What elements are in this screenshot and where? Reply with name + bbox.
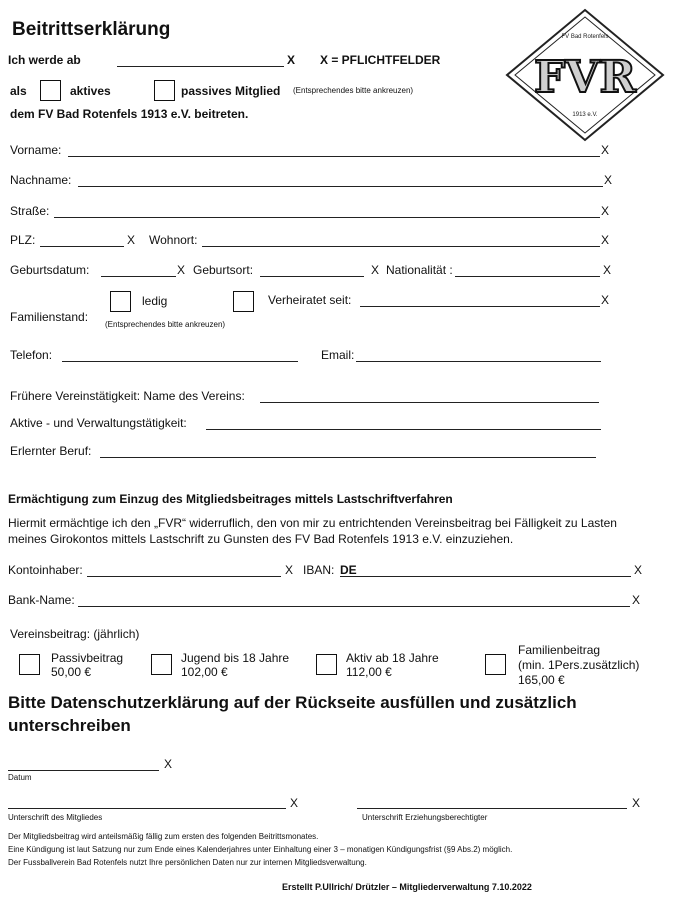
aktive-label: Aktive - und Verwaltungstätigkeit:: [10, 416, 187, 430]
aktiv-option: [346, 651, 439, 679]
signature-member-label: Unterschrift des Mitgliedes: [8, 813, 103, 822]
signature-member-required: X: [290, 796, 299, 810]
verheiratet-label: Verheiratet seit:: [268, 293, 352, 307]
datum-required: X: [164, 757, 173, 771]
beruf-label: Erlernter Beruf:: [10, 444, 92, 458]
verheiratet-checkbox[interactable]: [233, 291, 254, 312]
geburtsdatum-label: Geburtsdatum:: [10, 263, 90, 277]
ledig-checkbox[interactable]: [110, 291, 131, 312]
familie-sub: (min. 1Pers.zusätzlich): [518, 658, 640, 672]
geburtsort-required: X: [371, 263, 380, 277]
signature-guardian-required: X: [632, 796, 641, 810]
aktives-checkbox[interactable]: [40, 80, 61, 101]
nachname-label: Nachname:: [10, 173, 72, 187]
kontoinhaber-required: X: [285, 563, 294, 577]
aktives-label: aktives: [70, 84, 111, 98]
signature-guardian-label: Unterschrift Erziehungsberechtigter: [362, 813, 488, 822]
vorname-required: X: [601, 143, 610, 157]
aktiv-price: 112,00 €: [346, 665, 392, 679]
familienstand-label: Familienstand:: [10, 310, 89, 324]
footer-note-3: Der Fussballverein Bad Rotenfels nutzt Ihre persönlichen Daten nur zur internen Mitgliedsverwaltung.: [8, 858, 367, 867]
sepa-heading: Ermächtigung zum Einzug des Mitgliedsbeitrages mittels Lastschriftverfahren: [8, 492, 453, 506]
verheiratet-required: X: [601, 293, 610, 307]
familie-checkbox[interactable]: [485, 654, 506, 675]
beitrag-label: Vereinsbeitrag: (jährlich): [10, 627, 140, 641]
strasse-required: X: [601, 204, 610, 218]
jugend-price: 102,00 €: [181, 665, 228, 679]
membership-hint: (Entsprechendes bitte ankreuzen): [293, 86, 414, 95]
passivbeitrag-price: 50,00 €: [51, 665, 92, 679]
bankname-field[interactable]: [78, 606, 630, 607]
plz-required: X: [127, 233, 136, 247]
geburtsdatum-required: X: [177, 263, 186, 277]
kontoinhaber-field[interactable]: [87, 576, 281, 577]
jugend-option: [181, 651, 289, 679]
familie-name: Familienbeitrag: [518, 643, 601, 657]
nationalitaet-field[interactable]: [455, 276, 600, 277]
logo-letters: FVR: [534, 52, 636, 103]
signature-member-field[interactable]: [8, 808, 286, 809]
passives-label: passives Mitglied: [181, 84, 281, 98]
verheiratet-field[interactable]: [360, 306, 600, 307]
nachname-required: X: [604, 173, 613, 187]
wohnort-field[interactable]: [202, 246, 600, 247]
als-label: als: [10, 84, 27, 98]
join-text: dem FV Bad Rotenfels 1913 e.V. beitreten.: [10, 107, 249, 121]
footer-note-1: Der Mitgliedsbeitrag wird anteilsmäßig fällig zum ersten des folgenden Beitrittsmonates.: [8, 832, 319, 841]
jugend-checkbox[interactable]: [151, 654, 172, 675]
passivbeitrag-name: Passivbeitrag: [51, 651, 124, 665]
signature-guardian-field[interactable]: [357, 808, 627, 809]
familie-option: [518, 643, 639, 688]
wohnort-required: X: [601, 233, 610, 247]
iban-prefix: DE: [340, 563, 357, 577]
plz-field[interactable]: [40, 246, 124, 247]
vorname-label: Vorname:: [10, 143, 62, 157]
geburtsdatum-field[interactable]: [101, 276, 176, 277]
datenschutz-line-2: unterschreiben: [8, 716, 131, 735]
logo-year-text: 1913 e.V.: [572, 112, 598, 118]
ledig-label: ledig: [142, 294, 168, 308]
fruehere-label: Frühere Vereinstätigkeit: Name des Vereins:: [10, 389, 245, 403]
kontoinhaber-label: Kontoinhaber:: [8, 563, 83, 577]
familienstand-hint: (Entsprechendes bitte ankreuzen): [105, 320, 226, 329]
datum-label: Datum: [8, 773, 32, 782]
geburtsort-label: Geburtsort:: [193, 263, 254, 277]
strasse-field[interactable]: [54, 217, 600, 218]
bankname-label: Bank-Name:: [8, 593, 75, 607]
start-date-field[interactable]: [117, 66, 284, 67]
nationalitaet-required: X: [603, 263, 612, 277]
telefon-field[interactable]: [62, 361, 298, 362]
email-field[interactable]: [356, 361, 601, 362]
nachname-field[interactable]: [78, 186, 603, 187]
passives-checkbox[interactable]: [154, 80, 175, 101]
wohnort-label: Wohnort:: [149, 233, 198, 247]
aktive-field[interactable]: [206, 429, 601, 430]
iban-field[interactable]: [340, 576, 631, 577]
nationalitaet-label: Nationalität :: [386, 263, 453, 277]
start-date-label: Ich werde ab: [8, 53, 81, 67]
fruehere-field[interactable]: [260, 402, 599, 403]
logo-top-text: FV Bad Rotenfels: [561, 34, 609, 40]
jugend-name: Jugend bis 18 Jahre: [181, 651, 290, 665]
datenschutz-line-1: Bitte Datenschutzerklärung auf der Rückseite ausfüllen und zusätzlich: [8, 693, 577, 712]
telefon-label: Telefon:: [10, 348, 53, 362]
email-label: Email:: [321, 348, 355, 362]
iban-label: IBAN:: [303, 563, 335, 577]
strasse-label: Straße:: [10, 204, 50, 218]
sepa-text-1: Hiermit ermächtige ich den „FVR“ widerruflich, den von mir zu entrichtenden Vereinsbeitrag bei Fälligkeit zu Lasten: [8, 516, 617, 530]
iban-required: X: [634, 563, 643, 577]
vorname-field[interactable]: [68, 156, 600, 157]
required-legend: X = PFLICHTFELDER: [320, 53, 441, 67]
footer-credit: Erstellt P.Ullrich/ Drützler – Mitgliederverwaltung 7.10.2022: [282, 882, 532, 892]
passivbeitrag-checkbox[interactable]: [19, 654, 40, 675]
familie-price: 165,00 €: [518, 673, 565, 687]
bankname-required: X: [632, 593, 641, 607]
beruf-field[interactable]: [100, 457, 596, 458]
datum-field[interactable]: [8, 770, 159, 771]
geburtsort-field[interactable]: [260, 276, 364, 277]
aktiv-checkbox[interactable]: [316, 654, 337, 675]
sepa-text-2: meines Girokontos mittels Lastschrift zu Gunsten des FV Bad Rotenfels 1913 e.V. einzuziehen.: [8, 532, 514, 546]
plz-label: PLZ:: [10, 233, 36, 247]
required-mark: X: [287, 53, 296, 67]
club-logo: [505, 8, 665, 142]
page-title: Beitrittserklärung: [12, 19, 171, 40]
aktiv-name: Aktiv ab 18 Jahre: [346, 651, 439, 665]
passivbeitrag-option: [51, 651, 123, 679]
footer-note-2: Eine Kündigung ist laut Satzung nur zum Ende eines Kalenderjahres unter Einhaltung einer 3 – monatigen Kündigungsfrist (§9 Abs.2) möglich.: [8, 845, 513, 854]
